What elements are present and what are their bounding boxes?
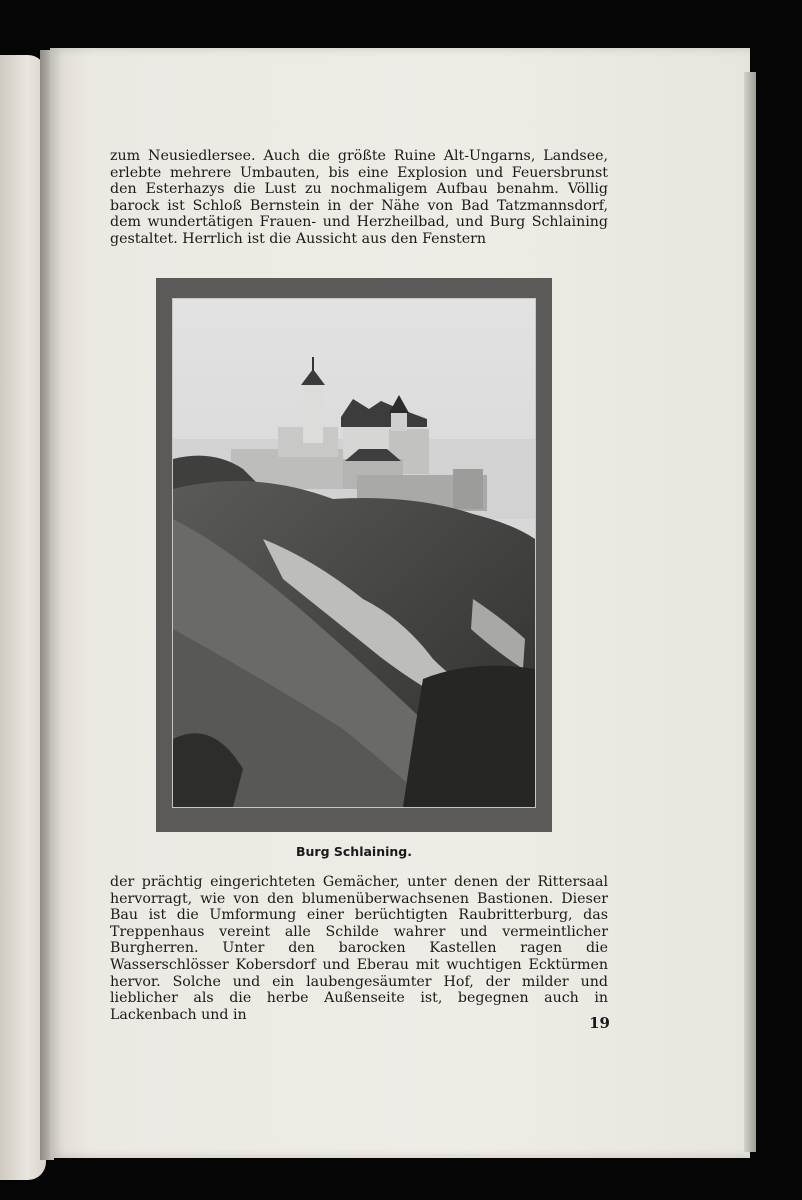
page-number: 19 [589, 1014, 610, 1032]
page-stack-edge [744, 72, 756, 1152]
top-paragraph: zum Neusiedlersee. Auch die größte Ruine Alt-Ungarns, Landsee, erlebte mehrere Umbauten, bis eine Explosion und Feuersbrunst den Esterhazys die Lust zu nochmaligem Aufbau benahm. Völlig barock ist Schloß Bernstein in der Nähe von Bad Tatzmannsdorf, dem wundertätigen Frauen- und Herzheilbad, und Burg Schlaining gestaltet. Herrlich ist die Aussicht aus den Fenstern [110, 148, 608, 247]
castle-photograph [172, 298, 536, 808]
bottom-paragraph-block [110, 874, 608, 1023]
bottom-paragraph: der prächtig eingerichteten Gemächer, unter denen der Rittersaal hervorragt, wie von den blumenüberwachsenen Bastionen. Dieser Bau ist die Umformung einer berüchtigten Raubritterburg, das Treppenhaus vereint alle Schilde wahrer und vermeintlicher Burgherren. Unter den barocken Kastellen ragen die Wasserschlösser Kobersdorf und Eberau mit wuchtigen Ecktürmen hervor. Solche und ein laubengesäumter Hof, der milder und lieblicher als die herbe Außenseite ist, begegnen auch in Lackenbach und in [110, 874, 608, 1023]
top-paragraph-block [110, 148, 608, 248]
photo-caption: Burg Schlaining. [296, 844, 412, 859]
photo-plate [156, 278, 552, 832]
